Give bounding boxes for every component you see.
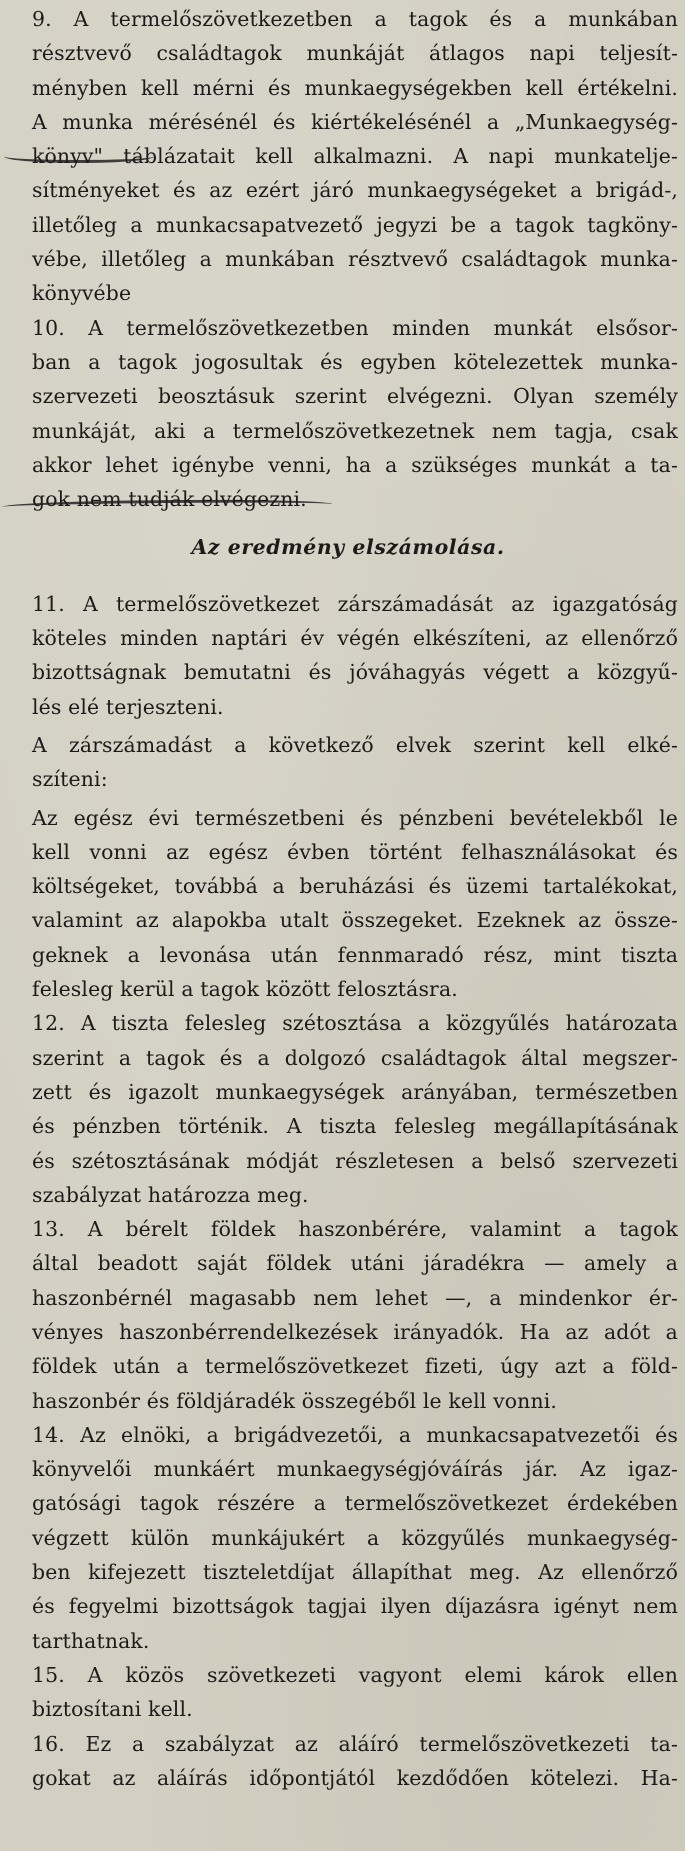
text-line: 12. A tiszta felesleg szétosztása a közgyűlés határozata — [32, 1011, 678, 1036]
text-line: 16. Ez a szabályzat az aláíró termelőszövetkezeti ta- — [32, 1731, 678, 1756]
paragraph-10 — [18, 311, 678, 517]
text-line: és pénzben történik. A tiszta felesleg megállapításának — [32, 1114, 678, 1139]
paragraph-12 — [18, 1006, 678, 1212]
document-body — [18, 2, 678, 1795]
text-line: köteles minden naptári év végén elkészíteni, az ellenőrző — [32, 626, 678, 651]
text-line: 10. A termelőszövetkezetben minden munkát elsősor- — [32, 315, 678, 340]
text-line: résztvevő családtagok munkáját átlagos napi teljesít- — [32, 41, 678, 66]
text-line: 9. A termelőszövetkezetben a tagok és a munkában — [32, 7, 678, 31]
text-line: A munka mérésénél és kiértékelésénél a „Munkaegység- — [32, 109, 678, 134]
text-line: 14. Az elnöki, a brigádvezetői, a munkacsapatvezetői és — [32, 1422, 678, 1447]
text-line: bizottságnak bemutatni és jóváhagyás végett a közgyű- — [32, 660, 678, 685]
text-line: 15. A közös szövetkezeti vagyont elemi károk ellen — [32, 1662, 678, 1687]
text-line: biztosítani kell. — [32, 1697, 193, 1722]
text-line: sítményeket és az ezért járó munkaegységeket a brigád-, — [32, 178, 678, 203]
text-line: földek után a termelőszövetkezet fizeti, úgy azt a föld- — [32, 1354, 678, 1379]
text-line: haszonbér és földjáradék összegéből le kell vonni. — [32, 1388, 558, 1413]
paragraph-11-principles — [18, 728, 678, 797]
text-line: költségeket, továbbá a beruházási és üzemi tartalékokat, — [32, 874, 678, 899]
text-line: és fegyelmi bizottságok tagjai ilyen díjazásra igényt nem — [32, 1594, 678, 1619]
text-line: gatósági tagok részére a termelőszövetkezet érdekében — [32, 1491, 678, 1516]
text-line: haszonbérnél magasabb nem lehet —, a mindenkor ér- — [32, 1285, 678, 1310]
paragraph-16 — [18, 1727, 678, 1796]
text-line: Az egész évi természetbeni és pénzbeni bevételekből le — [32, 805, 678, 830]
text-line: felesleg kerül a tagok között felosztásra. — [32, 977, 458, 1002]
text-line: és szétosztásának módját részletesen a belső szervezeti — [32, 1148, 678, 1173]
text-line: szabályzat határozza meg. — [32, 1182, 309, 1207]
text-line: lés elé terjeszteni. — [32, 694, 224, 719]
text-line: ben kifejezett tiszteletdíjat állapíthat meg. Az ellenőrző — [32, 1560, 678, 1585]
text-line: vényes haszonbérrendelkezések irányadók. Ha az adót a — [32, 1319, 678, 1344]
text-line: gokat az aláírás időpontjától kezdődően kötelezi. Ha- — [32, 1765, 678, 1790]
text-line: illetőleg a munkacsapatvezető jegyzi be a tagok tagköny- — [32, 212, 678, 237]
paragraph-9 — [18, 2, 678, 311]
text-line: szerint a tagok és a dolgozó családtagok által megszer- — [32, 1045, 678, 1070]
text-line: A zárszámadást a következő elvek szerint kell elké- — [32, 732, 678, 757]
text-line: akkor lehet igénybe venni, ha a szükséges munkát a ta- — [32, 452, 678, 477]
text-line: tarthatnak. — [32, 1628, 150, 1653]
paragraph-14 — [18, 1418, 678, 1658]
text-line: geknek a levonása után fennmaradó rész, mint tiszta — [32, 942, 678, 967]
paragraph-15 — [18, 1658, 678, 1727]
paragraph-11-rules — [18, 801, 678, 1007]
text-line: kell vonni az egész évben történt felhasználásokat és — [32, 839, 678, 864]
text-line: könyvelői munkáért munkaegységjóváírás jár. Az igaz- — [32, 1457, 678, 1482]
text-line: szíteni: — [32, 767, 108, 792]
text-line: 13. A bérelt földek haszonbérére, valamint a tagok — [32, 1217, 678, 1242]
text-line: zett és igazolt munkaegységek arányában, természetben — [32, 1079, 678, 1104]
text-line: által beadott saját földek utáni járadékra — amely a — [32, 1251, 678, 1276]
text-line: ban a tagok jogosultak és egyben kötelezettek munka- — [32, 349, 678, 374]
text-line: ményben kell mérni és munkaegységekben kell értékelni. — [32, 75, 678, 100]
text-line: gok nem tudják elvégezni. — [32, 487, 307, 512]
text-line: könyv" táblázatait kell alkalmazni. A napi munkatelje- — [32, 144, 678, 169]
text-line: 11. A termelőszövetkezet zárszámadását az igazgatóság — [32, 591, 678, 616]
text-line: munkáját, aki a termelőszövetkezetnek nem tagja, csak — [32, 418, 678, 443]
text-line: könyvébe — [32, 281, 132, 306]
text-line: szervezeti beosztásuk szerint elvégezni. Olyan személy — [32, 384, 678, 409]
paragraph-11 — [18, 587, 678, 724]
section-heading: Az eredmény elszámolása. — [191, 535, 505, 560]
paragraph-13 — [18, 1212, 678, 1418]
text-line: valamint az alapokba utalt összegeket. Ezeknek az össze- — [32, 908, 678, 933]
text-line: vébe, illetőleg a munkában résztvevő családtagok munka- — [32, 247, 678, 272]
text-line: végzett külön munkájukért a közgyűlés munkaegység- — [32, 1525, 678, 1550]
